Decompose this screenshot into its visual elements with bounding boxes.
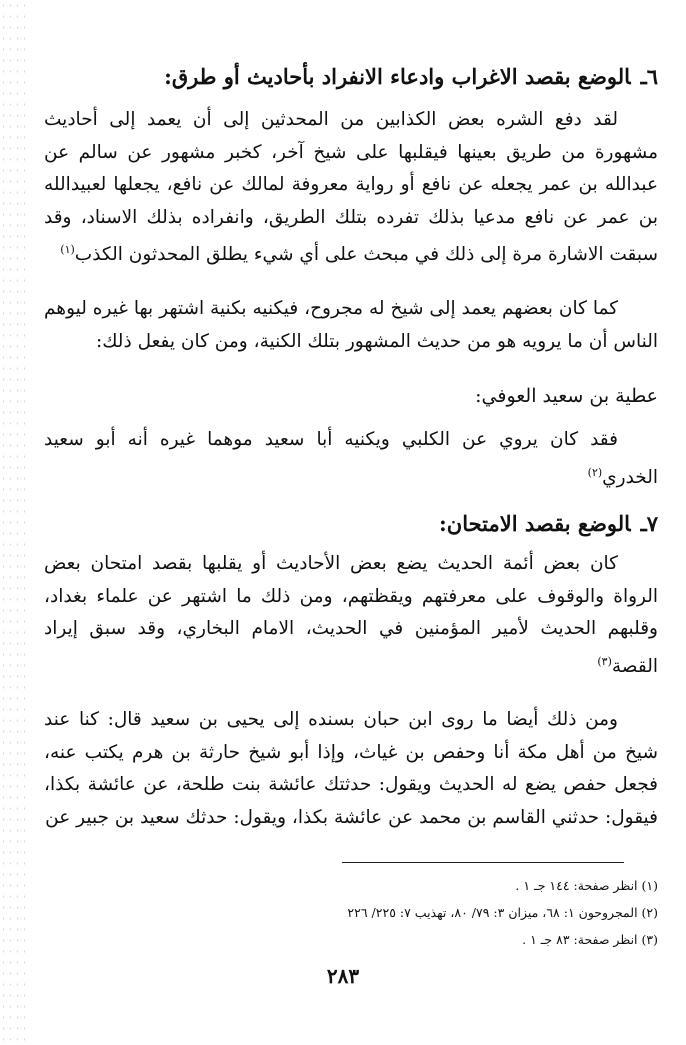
section-7-paragraph-2 [44,704,658,834]
section-6-paragraph-1-text: لقد دفع الشره بعض الكذابين من المحدثين إلى أن يعمد إلى أحاديث مشهورة من طريق بعينها فيقلبها على شيخ آخر، كخبر مشهور عن سالم عن عبدالله بن عمر يجعله عن نافع أو رواية معروفة لمالك عن نافع، يجعلها لعبيدالله بن عمر عن نافع مدعيا بذلك تفرده بتلك الطريق، وانفراده بذلك الاسناد، وقد سبقت الاشارة مرة إلى ذلك في مبحث على أي شيء يطلق المحدثون الكذب [44,109,658,266]
footnote-ref-2: (٢) [587,465,603,479]
narrator-label: عطية بن سعيد العوفي: [475,385,658,407]
section-6-title: الوضع بقصد الاغراب وادعاء الانفراد بأحاديث أو طرق: [164,64,631,89]
scan-edge-noise [0,0,26,1045]
footnote-ref-3: (٣) [597,654,612,668]
footnote-separator [342,862,624,863]
section-6-paragraph-3 [44,424,658,494]
footnote-1: (١) انظر صفحة: ١٤٤ جـ ١ . [515,878,658,893]
page-number: ٢٨٣ [326,964,360,988]
footnote-2: (٢) المجروحون ١: ٦٨، ميزان ٣: ٧٩/ ٨٠، تهذيب ٧: ٢٢٥/ ٢٢٦ [347,905,658,920]
section-7-paragraph-2-text: ومن ذلك أيضا ما روى ابن حبان بسنده إلى يحيى بن سعيد قال: كنا عند شيخ من أهل مكة أنا وحفص بن غياث، وإذا أبو شيخ حارثة بن هرم يكتب عنه، فجعل حفص يضع له الحديث ويقول: حدثتك عائشة بنت طلحة، عن عائشة بكذا، فيقول: حدثني القاسم بن محمد عن عائشة بكذا، ويقول: حدثك سعيد بن جبير عن [44,709,658,828]
section-6-heading [46,62,658,92]
footnote-3: (٣) انظر صفحة: ٨٣ جـ ١ . [522,932,658,947]
section-6-number: ٦ـ [640,64,658,89]
footnotes [46,872,658,953]
section-7-paragraph-1-text: كان بعض أئمة الحديث يضع بعض الأحاديث أو يقلبها بقصد امتحان بعض الرواة والوقوف على معرفتهم ويقظتهم، ومن ذلك ما اشتهر عن علماء بغداد، وقلبهم الحديث لأمير المؤمنين في الحديث، الامام البخاري، وقد سبق إيراد القصة [44,553,658,677]
section-6-paragraph-1 [44,104,658,272]
section-7-number: ٧ـ [640,511,658,536]
section-6-paragraph-2-text: كما كان بعضهم يعمد إلى شيخ له مجروح، فيكنيه بكنية اشتهر بها غيره ليوهم الناس أن ما يرويه هو من حديث المشهور بتلك الكنية، ومن كان يفعل ذلك: [44,298,658,352]
section-6-paragraph-2 [44,293,658,358]
section-7-title: الوضع بقصد الامتحان: [439,511,631,536]
section-6-paragraph-3-text: فقد كان يروي عن الكلبي ويكنيه أبا سعيد موهما غيره أنه أبو سعيد الخدري [44,429,658,488]
section-7-heading [46,509,658,539]
section-7-paragraph-1 [44,548,658,683]
footnote-ref-1: (١) [60,243,75,256]
